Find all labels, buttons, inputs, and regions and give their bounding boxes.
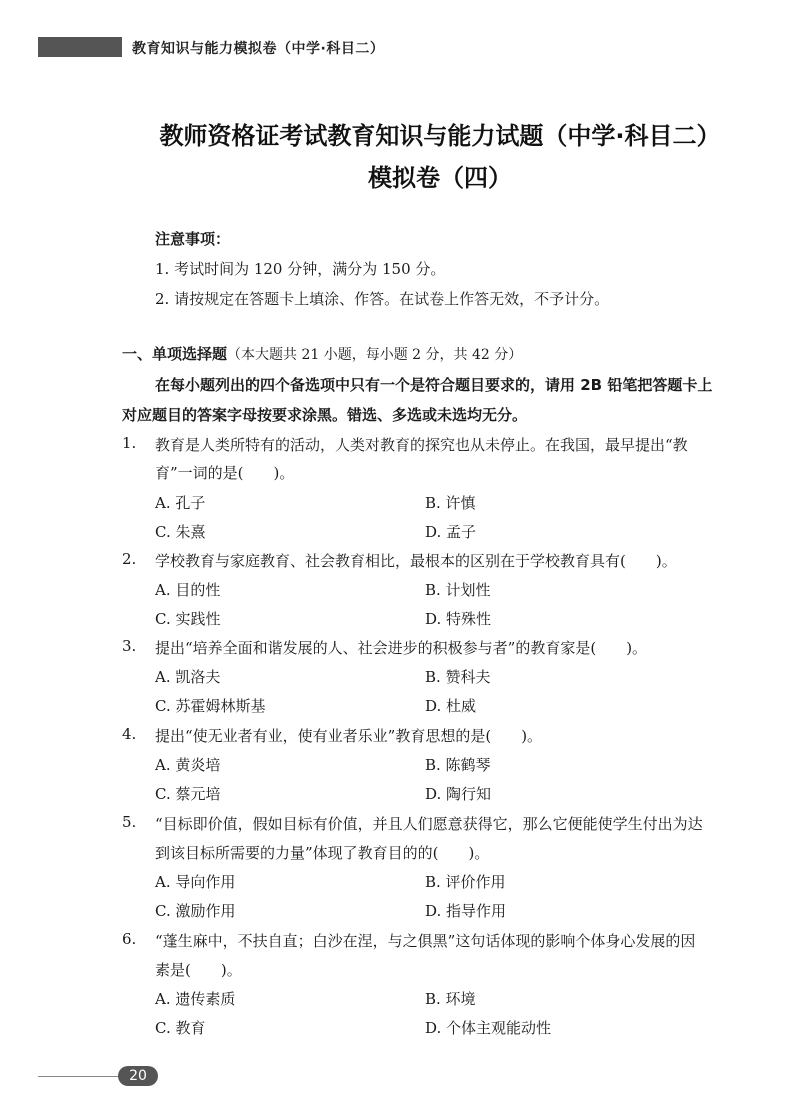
option-d: D. 杜威	[425, 697, 477, 715]
question-number: 1.	[122, 434, 137, 452]
question-text: 提出“使无业者有业，使有业者乐业”教育思想的是( )。	[155, 727, 543, 745]
question-text: “目标即价值，假如目标有价值，并且人们愿意获得它，那么它便能使学生付出为达	[155, 815, 703, 833]
notice-heading: 注意事项：	[155, 230, 231, 248]
option-b: B. 计划性	[425, 581, 491, 599]
section-instruction-line1: 在每小题列出的四个备选项中只有一个是符合题目要求的，请用 2B 铅笔把答题卡上	[155, 376, 713, 394]
question-number: 5.	[122, 813, 137, 831]
header-bar	[38, 37, 122, 57]
question-text: 提出“培养全面和谐发展的人、社会进步的积极参与者”的教育家是( )。	[155, 639, 648, 657]
option-b: B. 环境	[425, 990, 476, 1008]
notice-item: 1. 考试时间为 120 分钟，满分为 150 分。	[155, 260, 446, 278]
option-a: A. 遗传素质	[155, 990, 236, 1008]
option-b: B. 评价作用	[425, 873, 506, 891]
option-b: B. 许慎	[425, 494, 476, 512]
question-number: 3.	[122, 637, 137, 655]
running-title: 教育知识与能力模拟卷（中学·科目二）	[132, 41, 385, 57]
question-text: “蓬生麻中，不扶自直；白沙在涅，与之俱黑”这句话体现的影响个体身心发展的因	[155, 932, 696, 950]
option-a: A. 导向作用	[155, 873, 236, 891]
notice-item: 2. 请按规定在答题卡上填涂、作答。在试卷上作答无效，不予计分。	[155, 290, 610, 308]
option-b: B. 赞科夫	[425, 668, 491, 686]
option-d: D. 个体主观能动性	[425, 1019, 552, 1037]
option-c: C. 蔡元培	[155, 785, 221, 803]
option-b: B. 陈鹤琴	[425, 756, 491, 774]
question-text: 素是( )。	[155, 961, 242, 979]
option-d: D. 指导作用	[425, 902, 507, 920]
question-text: 到该目标所需要的力量”体现了教育目的的( )。	[155, 844, 490, 862]
section-note: （本大题共 21 小题，每小题 2 分，共 42 分）	[227, 347, 523, 363]
question-text: 学校教育与家庭教育、社会教育相比，最根本的区别在于学校教育具有( )。	[155, 552, 677, 570]
option-c: C. 苏霍姆林斯基	[155, 697, 266, 715]
question-number: 4.	[122, 725, 137, 743]
option-c: C. 教育	[155, 1019, 206, 1037]
option-d: D. 特殊性	[425, 610, 492, 628]
option-a: A. 凯洛夫	[155, 668, 221, 686]
option-c: C. 实践性	[155, 610, 221, 628]
question-text: 教育是人类所特有的活动，人类对教育的探究也从未停止。在我国，最早提出“教	[155, 436, 688, 454]
option-d: D. 陶行知	[425, 785, 492, 803]
page-number: 20	[118, 1066, 158, 1086]
option-c: C. 朱熹	[155, 523, 206, 541]
footer-line	[38, 1076, 120, 1077]
option-a: A. 目的性	[155, 581, 221, 599]
section-instruction-line2: 对应题目的答案字母按要求涂黑。错选、多选或未选均无分。	[122, 406, 528, 424]
exam-subtitle: 模拟卷（四）	[368, 164, 512, 192]
question-number: 2.	[122, 550, 137, 568]
option-a: A. 黄炎培	[155, 756, 221, 774]
question-number: 6.	[122, 930, 137, 948]
exam-title: 教师资格证考试教育知识与能力试题（中学·科目二）	[159, 122, 721, 150]
option-d: D. 孟子	[425, 523, 477, 541]
option-a: A. 孔子	[155, 494, 206, 512]
section-title: 一、单项选择题	[122, 345, 228, 363]
question-text: 育”一词的是( )。	[155, 464, 295, 482]
section-heading	[122, 343, 522, 364]
option-c: C. 激励作用	[155, 902, 236, 920]
